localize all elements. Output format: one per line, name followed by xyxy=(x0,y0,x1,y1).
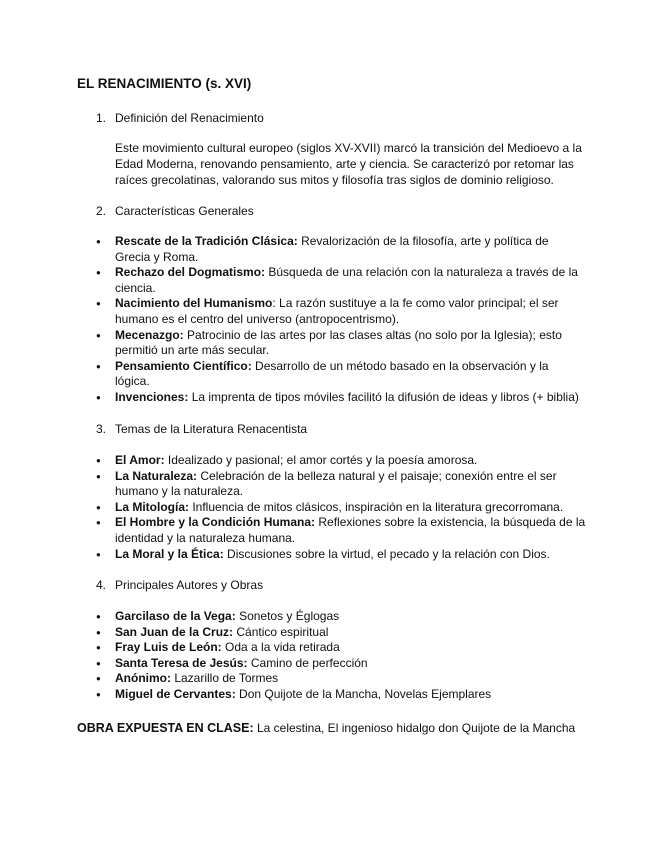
list-item-term: La Mitología: xyxy=(115,499,189,514)
list-item-text: Patrocinio de las artes por las clases altas (no solo por la Iglesia); esto permitió un arte más secular. xyxy=(115,327,562,358)
list-item-term: Rechazo del Dogmatismo: xyxy=(115,265,266,280)
list-item-term: San Juan de la Cruz: xyxy=(115,624,234,639)
list-item-term: Miguel de Cervantes: xyxy=(115,686,236,701)
list-item xyxy=(96,328,586,359)
list-item-term: Fray Luis de León: xyxy=(115,640,222,655)
section-label: Definición del Renacimiento xyxy=(115,111,264,125)
list-item-text: Lazarillo de Tormes xyxy=(171,671,279,686)
section-heading-definicion xyxy=(96,111,264,127)
list-item-text: Camino de perfección xyxy=(247,655,368,670)
caracteristicas-list xyxy=(96,234,586,406)
list-item-text: Oda a la vida retirada xyxy=(221,640,340,655)
temas-list xyxy=(96,453,586,562)
list-item xyxy=(96,359,586,390)
list-item-term: El Amor: xyxy=(115,453,165,467)
list-item-text: Sonetos y Églogas xyxy=(235,609,340,623)
list-item xyxy=(96,687,586,703)
list-item-text: Influencia de mitos clásicos, inspiración en la literatura grecorromana. xyxy=(189,499,564,514)
list-item-term: Garcilaso de la Vega: xyxy=(115,609,236,623)
section-number: 2. xyxy=(96,204,107,218)
section-number: 1. xyxy=(96,111,107,125)
list-item xyxy=(96,515,586,546)
obra-expuesta-label: OBRA EXPUESTA EN CLASE: xyxy=(77,721,254,735)
list-item-term: Nacimiento del Humanismo xyxy=(115,296,273,311)
list-item-term: El Hombre y la Condición Humana: xyxy=(115,515,316,530)
list-item-term: Anónimo: xyxy=(115,671,171,686)
list-item xyxy=(96,296,586,327)
list-item xyxy=(96,234,586,265)
list-item-term: La Naturaleza: xyxy=(115,468,198,483)
list-item-text: La imprenta de tipos móviles facilitó la difusión de ideas y libros (+ biblia) xyxy=(188,389,579,404)
list-item-text: : La razón sustituye a la fe como valor principal; el ser humano es el centro del universo (antropocentrismo). xyxy=(115,296,559,326)
list-item xyxy=(96,640,586,656)
section-number: 4. xyxy=(96,578,107,592)
list-item-text: Celebración de la belleza natural y el paisaje; conexión entre el ser humano y la naturaleza. xyxy=(115,468,557,499)
obra-expuesta-text: La celestina, El ingenioso hidalgo don Quijote de la Mancha xyxy=(253,721,576,735)
section-label: Principales Autores y Obras xyxy=(115,578,264,592)
list-item-text: Desarrollo de un método basado en la observación y la lógica. xyxy=(115,358,549,389)
section-label: Características Generales xyxy=(115,204,254,218)
list-item-term: Mecenazgo: xyxy=(115,327,184,342)
autores-list xyxy=(96,609,586,703)
list-item-term: Pensamiento Científico: xyxy=(115,358,252,373)
section-number: 3. xyxy=(96,422,107,436)
list-item-term: Rescate de la Tradición Clásica: xyxy=(115,234,298,248)
list-item-term: Santa Teresa de Jesús: xyxy=(115,655,248,670)
page-title: EL RENACIMIENTO (s. XVI) xyxy=(77,76,252,91)
list-item xyxy=(96,500,586,516)
list-item xyxy=(96,671,586,687)
list-item xyxy=(96,547,586,563)
section-heading-temas xyxy=(96,422,307,438)
list-item xyxy=(96,265,586,296)
list-item xyxy=(96,390,586,406)
section-label: Temas de la Literatura Renacentista xyxy=(115,422,308,436)
list-item-text: Búsqueda de una relación con la naturaleza a través de la ciencia. xyxy=(115,265,578,295)
section-heading-autores xyxy=(96,578,263,594)
definition-paragraph: Este movimiento cultural europeo (siglos XV-XVII) marcó la transición del Medioevo a la Edad Moderna, renovando pensamiento, arte y ciencia. Se caracterizó por retomar las raíces grecolatinas, valorando sus mitos y filosofía tras siglos de dominio religioso. xyxy=(115,141,582,187)
list-item-text: Don Quijote de la Mancha, Novelas Ejemplares xyxy=(235,686,492,701)
list-item-text: Cántico espiritual xyxy=(233,624,329,639)
list-item xyxy=(96,469,586,500)
section-heading-caracteristicas xyxy=(96,204,254,220)
list-item-text: Idealizado y pasional; el amor cortés y la poesía amorosa. xyxy=(164,453,478,467)
list-item xyxy=(96,656,586,672)
list-item xyxy=(96,625,586,641)
list-item xyxy=(96,453,586,469)
list-item-text: Revalorización de la filosofía, arte y política de Grecia y Roma. xyxy=(115,234,549,264)
list-item-text: Reflexiones sobre la existencia, la búsqueda de la identidad y la naturaleza humana. xyxy=(115,515,586,545)
list-item-term: Invenciones: xyxy=(115,389,189,404)
list-item-text: Discusiones sobre la virtud, el pecado y la relación con Dios. xyxy=(223,546,550,561)
obra-expuesta xyxy=(77,721,575,735)
list-item-term: La Moral y la Ética: xyxy=(115,546,224,561)
list-item xyxy=(96,609,586,625)
